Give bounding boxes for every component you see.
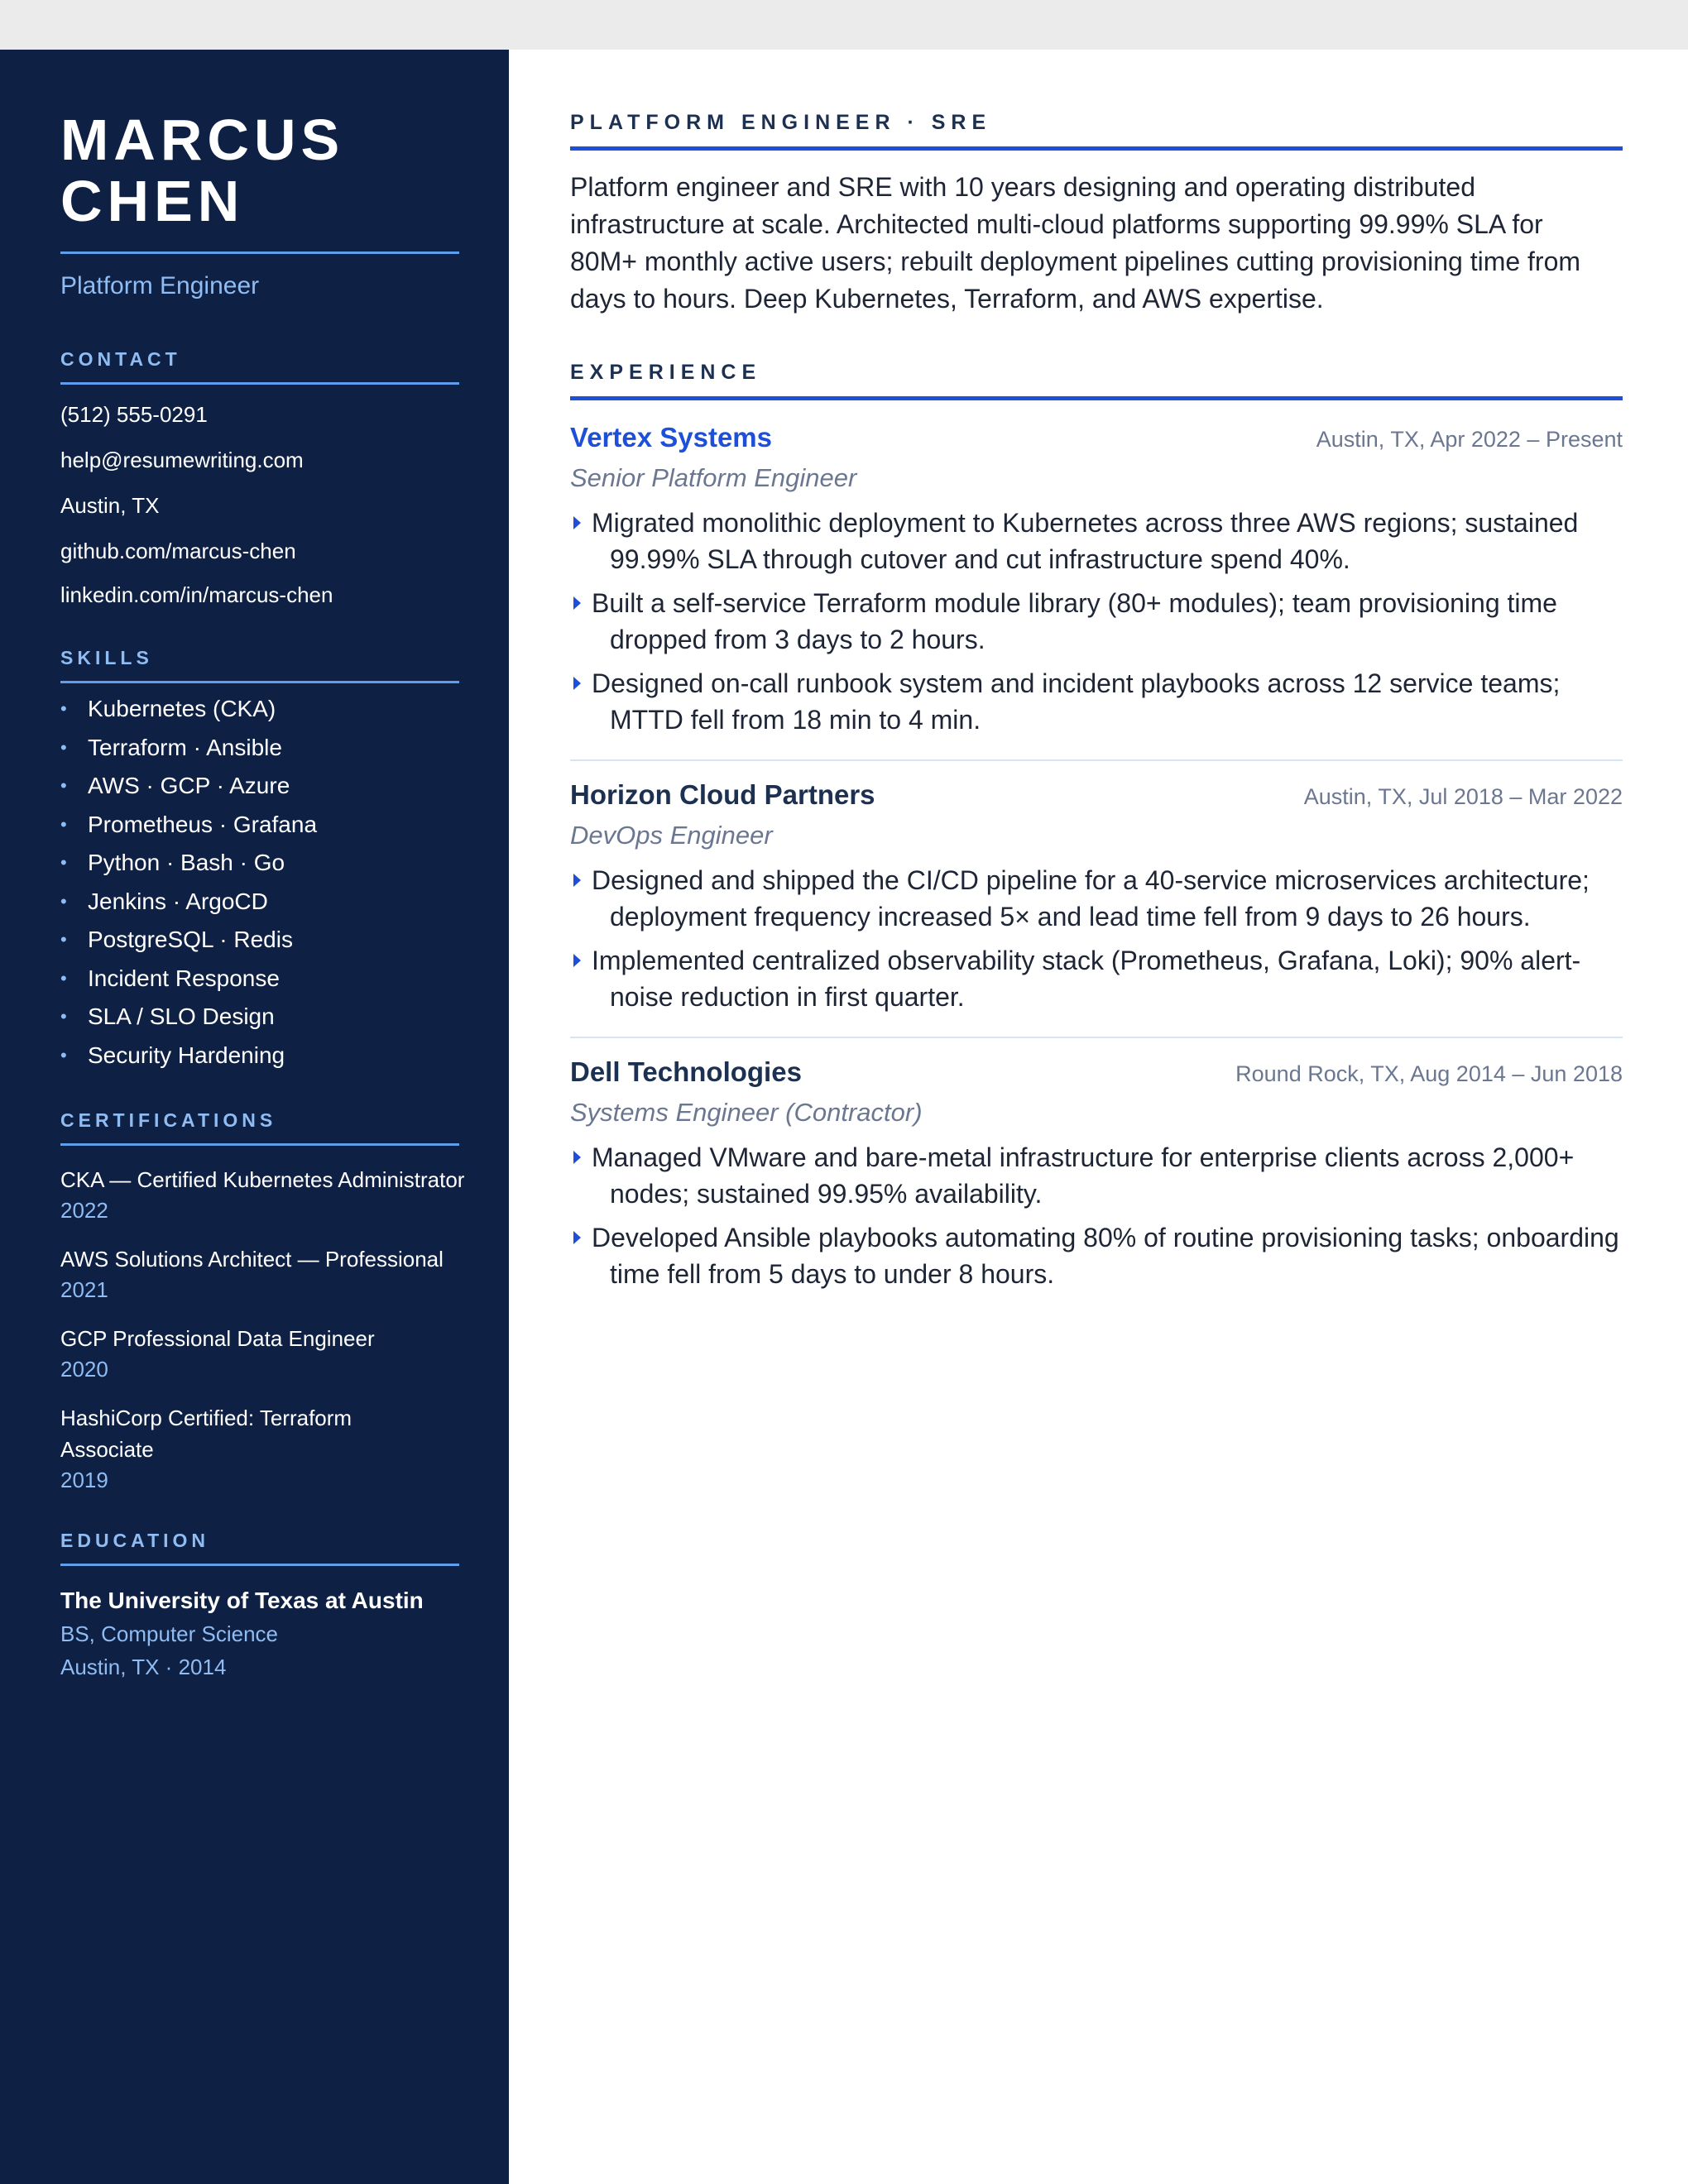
certifications-list bbox=[60, 1164, 465, 1495]
cert-year: 2020 bbox=[60, 1357, 108, 1382]
bullet-line: Built a self-service Terraform module library (80+ modules); team provisioning time bbox=[592, 588, 1557, 618]
job-bullet bbox=[570, 1219, 1623, 1292]
skill-label: Prometheus · Grafana bbox=[88, 811, 318, 837]
job-bullet bbox=[570, 1139, 1623, 1212]
contact-email: help@resumewriting.com bbox=[60, 448, 304, 472]
job-bullets bbox=[570, 505, 1623, 738]
skill-label: AWS · GCP · Azure bbox=[88, 773, 290, 798]
job-header bbox=[570, 1056, 1623, 1088]
contact-linkedin: linkedin.com/in/marcus-chen bbox=[60, 582, 333, 607]
triangle-right-icon bbox=[573, 874, 581, 887]
cert-item bbox=[60, 1243, 459, 1305]
cert-title: GCP Professional Data Engineer bbox=[60, 1326, 375, 1351]
job-bullet bbox=[570, 585, 1623, 658]
bullet-line: time fell from 5 days to under 8 hours. bbox=[610, 1259, 1055, 1289]
cert-item bbox=[60, 1402, 459, 1495]
job-bullet bbox=[570, 665, 1623, 738]
name-divider bbox=[60, 251, 459, 254]
bullet-line: dropped from 3 days to 2 hours. bbox=[610, 625, 985, 654]
bullet-line: Implemented centralized observability stack (Prometheus, Grafana, Loki); 90% alert- bbox=[592, 946, 1581, 975]
skill-label: Jenkins · ArgoCD bbox=[88, 888, 268, 914]
job-role: DevOps Engineer bbox=[570, 821, 773, 850]
bullet-dot-icon: • bbox=[60, 813, 67, 835]
cert-item bbox=[60, 1164, 465, 1225]
bullet-dot-icon: • bbox=[60, 929, 67, 950]
contact-github: github.com/marcus-chen bbox=[60, 539, 296, 563]
skill-label: Python · Bash · Go bbox=[88, 850, 285, 875]
education-heading: EDUCATION bbox=[60, 1530, 459, 1566]
job-meta: Austin, TX, Apr 2022 – Present bbox=[1316, 427, 1623, 452]
skill-label: Kubernetes (CKA) bbox=[88, 696, 276, 721]
job-header bbox=[570, 779, 1623, 811]
job-entry bbox=[570, 1056, 1623, 1292]
job-entry bbox=[570, 422, 1623, 738]
bullet-line: Developed Ansible playbooks automating 80% of routine provisioning tasks; onboarding bbox=[592, 1223, 1619, 1252]
sidebar bbox=[0, 50, 509, 2184]
skill-item bbox=[60, 963, 459, 1002]
skill-item bbox=[60, 847, 459, 886]
bullet-dot-icon: • bbox=[60, 852, 67, 873]
skill-item bbox=[60, 693, 459, 732]
job-divider bbox=[570, 1037, 1623, 1038]
bullet-dot-icon: • bbox=[60, 698, 67, 719]
bullet-dot-icon: • bbox=[60, 1006, 67, 1027]
job-role: Senior Platform Engineer bbox=[570, 463, 857, 492]
name-last: CHEN bbox=[60, 169, 245, 233]
cert-title: AWS Solutions Architect — Professional bbox=[60, 1247, 444, 1272]
bullet-line: nodes; sustained 99.95% availability. bbox=[610, 1179, 1043, 1209]
bullet-line: Designed and shipped the CI/CD pipeline for a 40-service microservices architecture; bbox=[592, 865, 1590, 895]
job-bullets bbox=[570, 862, 1623, 1015]
skill-item bbox=[60, 1001, 459, 1040]
skill-label: SLA / SLO Design bbox=[88, 1003, 275, 1029]
education-degree: BS, Computer Science bbox=[60, 1621, 279, 1646]
job-company: Horizon Cloud Partners bbox=[570, 779, 875, 810]
skill-item bbox=[60, 732, 459, 771]
job-meta: Austin, TX, Jul 2018 – Mar 2022 bbox=[1303, 784, 1623, 809]
resume-page bbox=[0, 50, 1688, 2184]
cert-year: 2022 bbox=[60, 1198, 108, 1223]
bullet-line: noise reduction in first quarter. bbox=[610, 982, 965, 1012]
contact-list bbox=[60, 400, 459, 625]
job-entry bbox=[570, 779, 1623, 1015]
bullet-dot-icon: • bbox=[60, 890, 67, 912]
skill-item bbox=[60, 924, 459, 963]
triangle-right-icon bbox=[573, 516, 581, 529]
skill-label: Security Hardening bbox=[88, 1042, 285, 1068]
bullet-dot-icon: • bbox=[60, 967, 67, 989]
job-company: Dell Technologies bbox=[570, 1056, 802, 1087]
skill-label: PostgreSQL · Redis bbox=[88, 927, 293, 952]
job-header bbox=[570, 422, 1623, 453]
cert-title: HashiCorp Certified: Terraform Associate bbox=[60, 1406, 352, 1462]
job-bullet bbox=[570, 505, 1623, 577]
job-bullets bbox=[570, 1139, 1623, 1292]
contact-heading: CONTACT bbox=[60, 348, 459, 385]
bullet-line: Managed VMware and bare-metal infrastructure for enterprise clients across 2,000+ bbox=[592, 1142, 1575, 1172]
job-meta: Round Rock, TX, Aug 2014 – Jun 2018 bbox=[1235, 1061, 1623, 1086]
bullet-line: Migrated monolithic deployment to Kubernetes across three AWS regions; sustained bbox=[592, 508, 1579, 538]
job-role: Systems Engineer (Contractor) bbox=[570, 1098, 923, 1127]
job-bullet bbox=[570, 942, 1623, 1015]
triangle-right-icon bbox=[573, 677, 581, 690]
skill-label: Terraform · Ansible bbox=[88, 734, 282, 760]
main-content bbox=[570, 50, 1623, 1300]
cert-year: 2021 bbox=[60, 1277, 108, 1302]
skill-item bbox=[60, 770, 459, 809]
experience-heading: EXPERIENCE bbox=[570, 361, 1623, 400]
education-location-year: Austin, TX · 2014 bbox=[60, 1655, 227, 1679]
skill-item bbox=[60, 809, 459, 848]
bullet-line: MTTD fell from 18 min to 4 min. bbox=[610, 705, 981, 735]
triangle-right-icon bbox=[573, 596, 581, 610]
bullet-dot-icon: • bbox=[60, 736, 67, 758]
candidate-title: Platform Engineer bbox=[60, 272, 260, 299]
triangle-right-icon bbox=[573, 1151, 581, 1164]
education-school: The University of Texas at Austin bbox=[60, 1588, 424, 1613]
skill-item bbox=[60, 1040, 459, 1079]
candidate-name bbox=[60, 109, 459, 232]
skills-list bbox=[60, 693, 459, 1078]
skill-label: Incident Response bbox=[88, 965, 280, 991]
triangle-right-icon bbox=[573, 954, 581, 967]
job-divider bbox=[570, 759, 1623, 761]
summary-text: Platform engineer and SRE with 10 years designing and operating distributed infrastructure at scale. Architected multi-cloud platforms supporting 99.99% SLA for 80M+ monthly active users; rebuilt deployment pipelines cutting provisioning time from days to hours. Deep Kubernetes, Terraform, and AWS expertise. bbox=[570, 172, 1581, 314]
skills-heading: SKILLS bbox=[60, 647, 459, 683]
cert-item bbox=[60, 1323, 459, 1384]
skill-item bbox=[60, 886, 459, 925]
summary-heading: PLATFORM ENGINEER · SRE bbox=[570, 111, 1623, 151]
education-block bbox=[60, 1584, 459, 1684]
bullet-dot-icon: • bbox=[60, 1044, 67, 1066]
bullet-dot-icon: • bbox=[60, 775, 67, 796]
certifications-heading: CERTIFICATIONS bbox=[60, 1109, 459, 1146]
job-company: Vertex Systems bbox=[570, 422, 773, 453]
bullet-line: deployment frequency increased 5× and lead time fell from 9 days to 26 hours. bbox=[610, 902, 1531, 932]
triangle-right-icon bbox=[573, 1231, 581, 1244]
name-first: MARCUS bbox=[60, 108, 345, 172]
contact-phone: (512) 555-0291 bbox=[60, 402, 208, 427]
bullet-line: Designed on-call runbook system and incident playbooks across 12 service teams; bbox=[592, 668, 1561, 698]
contact-location: Austin, TX bbox=[60, 493, 160, 518]
job-bullet bbox=[570, 862, 1623, 935]
cert-year: 2019 bbox=[60, 1468, 108, 1492]
cert-title: CKA — Certified Kubernetes Administrator bbox=[60, 1167, 465, 1192]
bullet-line: 99.99% SLA through cutover and cut infrastructure spend 40%. bbox=[610, 544, 1350, 574]
